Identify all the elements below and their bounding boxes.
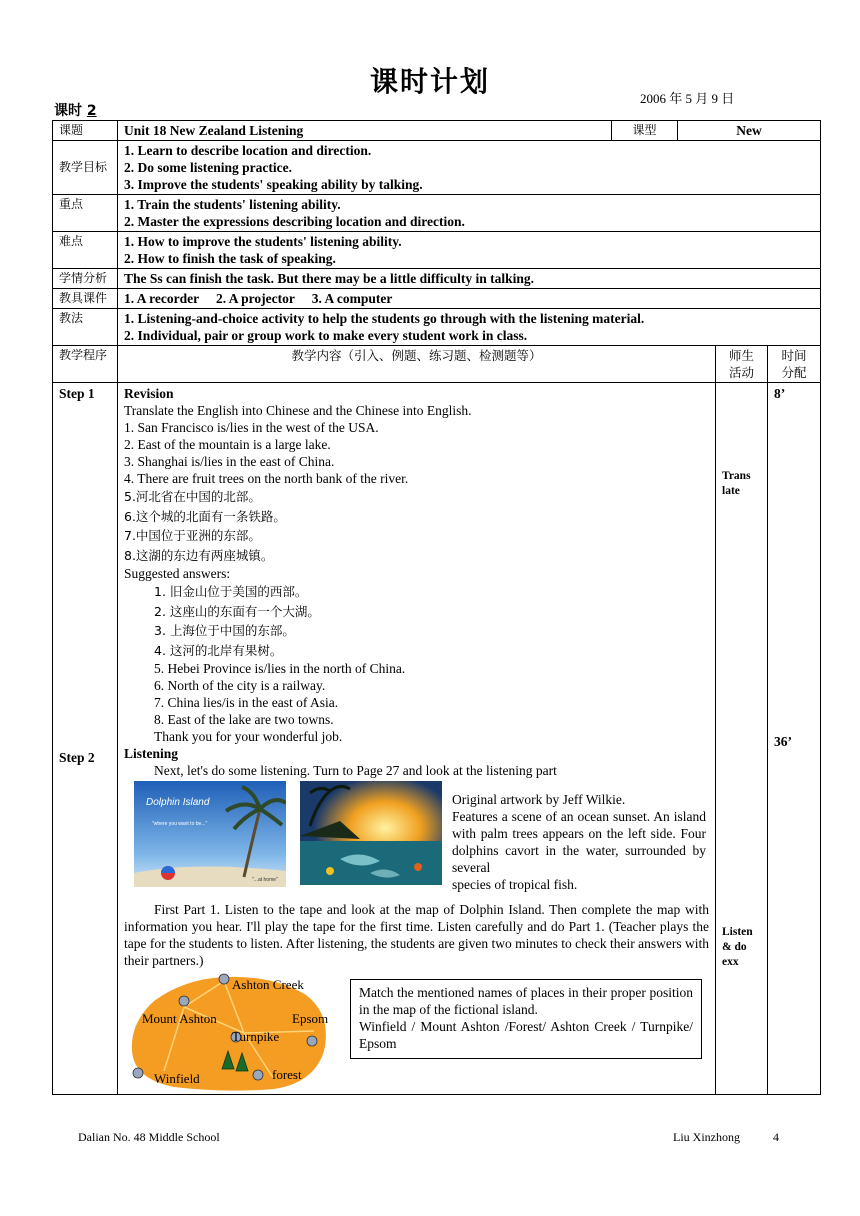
step2-heading: Listening bbox=[124, 746, 179, 761]
place-marker-icon bbox=[179, 996, 189, 1006]
topic-value: Unit 18 New Zealand Listening bbox=[118, 121, 612, 141]
step1-item: 2. East of the mountain is a large lake. bbox=[124, 437, 331, 452]
step2-label: Step 2 bbox=[59, 750, 95, 765]
activity-header-line: 师生 bbox=[728, 348, 754, 363]
step1-item: 8.这湖的东边有两座城镇。 bbox=[124, 547, 274, 563]
difficult-row bbox=[53, 232, 821, 269]
map-area bbox=[124, 971, 709, 1093]
matching-names: Winfield / Mount Ashton /Forest/ Ashton Creek / Turnpike/ Epsom bbox=[359, 1019, 693, 1051]
step-labels bbox=[53, 383, 118, 1095]
step1-item: 6.这个城的北面有一条铁路。 bbox=[124, 508, 286, 524]
step2-activity: Listen & do exx bbox=[722, 926, 753, 968]
dolphin-island-tag: "where you want to be..." bbox=[152, 821, 208, 827]
answer-item: Thank you for your wonderful job. bbox=[154, 729, 343, 744]
time-header bbox=[768, 346, 821, 383]
method-label: 教法 bbox=[53, 309, 118, 346]
step1-item: 4. There are fruit trees on the north bank of the river. bbox=[124, 471, 409, 486]
step1-activity: Trans late bbox=[722, 470, 751, 497]
type-value: New bbox=[678, 121, 821, 141]
method-row bbox=[53, 309, 821, 346]
aid-item: 1. A recorder bbox=[124, 291, 200, 306]
step1-intro: Translate the English into Chinese and the Chinese into English. bbox=[124, 403, 472, 418]
goals-row bbox=[53, 141, 821, 195]
dolphin-island-image bbox=[134, 781, 286, 887]
key-label: 重点 bbox=[53, 195, 118, 232]
goal-item: 3. Improve the students' speaking ability by talking. bbox=[124, 177, 423, 192]
goal-item: 1. Learn to describe location and direction. bbox=[124, 143, 372, 158]
footer-author: Liu Xinzhong bbox=[673, 1130, 740, 1144]
difficult-item: 1. How to improve the students' listening ability. bbox=[124, 234, 402, 249]
time-header-line: 分配 bbox=[781, 365, 807, 380]
place-marker-icon bbox=[133, 1068, 143, 1078]
answer-item: 3. 上海位于中国的东部。 bbox=[154, 623, 295, 638]
procedure-label: 教学程序 bbox=[53, 346, 118, 383]
matching-instruction: Match the mentioned names of places in their proper position in the map of the fictional island. bbox=[359, 985, 693, 1017]
dolphin-island-title: Dolphin Island bbox=[146, 797, 210, 808]
aids-label: 教具课件 bbox=[53, 289, 118, 309]
aids-value bbox=[118, 289, 821, 309]
difficult-label: 难点 bbox=[53, 232, 118, 269]
place-marker-icon bbox=[219, 974, 229, 984]
lesson-plan-table bbox=[52, 120, 821, 1095]
map-label-ashton-creek: Ashton Creek bbox=[232, 977, 304, 992]
procedure-header-row bbox=[53, 346, 821, 383]
answer-item: 5. Hebei Province is/lies in the north of China. bbox=[154, 661, 406, 676]
method-item: 1. Listening-and-choice activity to help the students go through with the listening material. bbox=[124, 311, 645, 326]
answer-item: 8. East of the lake are two towns. bbox=[154, 712, 334, 727]
step1-item: 1. San Francisco is/lies in the west of the USA. bbox=[124, 420, 379, 435]
step1-item: 3. Shanghai is/lies in the east of China. bbox=[124, 454, 335, 469]
lesson-number bbox=[54, 100, 97, 120]
caption-line: Features a scene of an ocean sunset. An island with palm trees appears on the left side. Four dolphins cavort in the water, surrounded by several bbox=[452, 809, 706, 875]
topic-label: 课题 bbox=[53, 121, 118, 141]
step1-heading: Revision bbox=[124, 386, 174, 401]
topic-row bbox=[53, 121, 821, 141]
map-label-turnpike: Turnpike bbox=[232, 1029, 280, 1044]
goals-value bbox=[118, 141, 821, 195]
answer-item: 6. North of the city is a railway. bbox=[154, 678, 326, 693]
step2-intro: Next, let's do some listening. Turn to Page 27 and look at the listening part bbox=[154, 763, 557, 778]
part1-instructions: First Part 1. Listen to the tape and look at the map of Dolphin Island. Then complete the map with information you hear. I'll play the tape for the first time. Listen carefully and do Part 1. (Teacher plays the tape for the students to listen. After listening, the students are given two minutes to check their answers with their partners.) bbox=[124, 902, 709, 968]
dolphin-island-map bbox=[124, 971, 346, 1093]
aid-item: 2. A projector bbox=[215, 291, 295, 306]
analysis-row bbox=[53, 269, 821, 289]
images-row bbox=[124, 781, 709, 893]
method-item: 2. Individual, pair or group work to make every student work in class. bbox=[124, 328, 528, 343]
matching-box bbox=[350, 979, 702, 1059]
aids-row bbox=[53, 289, 821, 309]
answer-item: 7. China lies/is in the east of Asia. bbox=[154, 695, 339, 710]
caption-line: Original artwork by Jeff Wilkie. bbox=[452, 792, 626, 807]
map-label-winfield: Winfield bbox=[154, 1071, 200, 1086]
activity-column bbox=[716, 383, 768, 1095]
step1-item: 5.河北省在中国的北部。 bbox=[124, 489, 261, 504]
activity-header bbox=[716, 346, 768, 383]
key-row bbox=[53, 195, 821, 232]
answer-item: 1. 旧金山位于美国的西部。 bbox=[154, 584, 308, 599]
sunset-artwork-image bbox=[300, 781, 442, 885]
content-header: 教学内容（引入、例题、练习题、检测题等） bbox=[118, 346, 716, 383]
lesson-label: 课时 bbox=[54, 103, 82, 119]
time-column bbox=[768, 383, 821, 1095]
place-marker-icon bbox=[253, 1070, 263, 1080]
map-label-forest: forest bbox=[272, 1067, 302, 1082]
aid-item: 3. A computer bbox=[311, 291, 393, 306]
goal-item: 2. Do some listening practice. bbox=[124, 160, 292, 175]
step1-label: Step 1 bbox=[59, 386, 95, 401]
answer-item: 2. 这座山的东面有一个大湖。 bbox=[154, 603, 320, 619]
step2-time: 36’ bbox=[774, 734, 792, 749]
dolphin-island-corner: "...at home" bbox=[252, 877, 278, 883]
date: 2006 年 5 月 9 日 bbox=[640, 91, 735, 106]
difficult-item: 2. How to finish the task of speaking. bbox=[124, 251, 336, 266]
goals-label: 教学目标 bbox=[53, 141, 118, 195]
answers-label: Suggested answers: bbox=[124, 566, 231, 581]
key-item: 2. Master the expressions describing location and direction. bbox=[124, 214, 465, 229]
answer-item: 4. 这河的北岸有果树。 bbox=[154, 642, 283, 658]
procedure-content bbox=[118, 383, 716, 1095]
map-label-mount-ashton: Mount Ashton bbox=[142, 1011, 217, 1026]
method-value bbox=[118, 309, 821, 346]
procedure-body-row bbox=[53, 383, 821, 1095]
analysis-value: The Ss can finish the task. But there may be a little difficulty in talking. bbox=[118, 269, 821, 289]
analysis-label: 学情分析 bbox=[53, 269, 118, 289]
artwork-caption bbox=[452, 791, 706, 893]
place-marker-icon bbox=[307, 1036, 317, 1046]
map-label-epsom: Epsom bbox=[292, 1011, 329, 1026]
type-label: 课型 bbox=[612, 121, 678, 141]
key-item: 1. Train the students' listening ability. bbox=[124, 197, 341, 212]
caption-line: species of tropical fish. bbox=[452, 877, 578, 892]
key-value bbox=[118, 195, 821, 232]
step1-item: 7.中国位于亚洲的东部。 bbox=[124, 528, 261, 543]
difficult-value bbox=[118, 232, 821, 269]
page-title: 课时计划 bbox=[369, 65, 490, 98]
time-header-line: 时间 bbox=[781, 348, 807, 363]
footer-page-number: 4 bbox=[773, 1130, 779, 1144]
activity-header-line: 活动 bbox=[728, 365, 754, 380]
footer-school: Dalian No. 48 Middle School bbox=[78, 1130, 220, 1144]
lesson-num: 2 bbox=[86, 103, 97, 119]
step1-time: 8’ bbox=[774, 386, 786, 401]
